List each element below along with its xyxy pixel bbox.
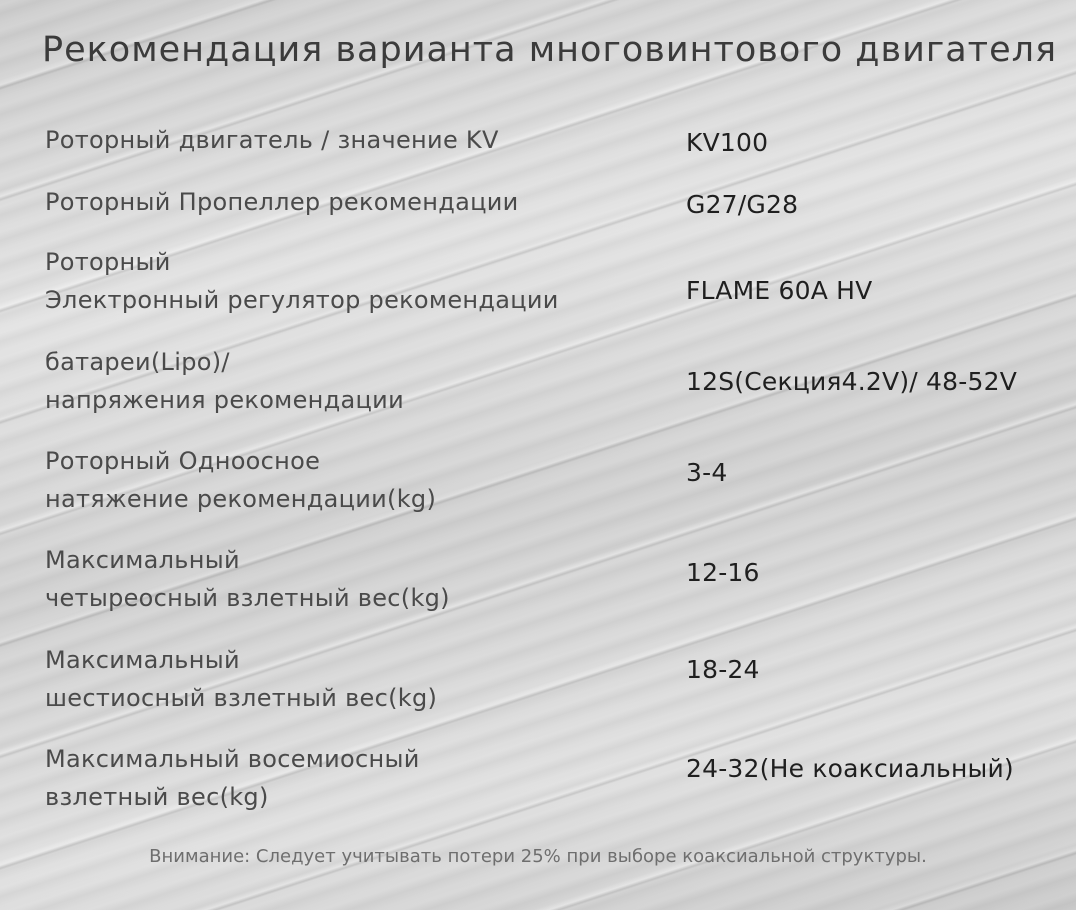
spec-value: 12S(Секция4.2V)/ 48-52V	[686, 367, 1018, 396]
spec-value: 12-16	[686, 558, 760, 587]
spec-label	[45, 541, 655, 617]
spec-value: 18-24	[686, 655, 760, 684]
spec-value: KV100	[686, 128, 769, 157]
spec-row-propeller	[0, 182, 1076, 222]
spec-row-kv	[0, 120, 1076, 160]
spec-label	[45, 442, 655, 518]
spec-label-line: напряжения рекомендации	[45, 386, 404, 414]
spec-value: 3-4	[686, 458, 728, 487]
page-title: Рекомендация варианта многовинтового двигателя	[42, 30, 1058, 70]
spec-value: 24-32(Не коаксиальный)	[686, 754, 1014, 783]
spec-row-esc	[0, 243, 1076, 321]
spec-label-line: Максимальный восемиосный	[45, 745, 420, 773]
spec-label-line: батареи(Lipo)/	[45, 348, 230, 376]
spec-label-line: Максимальный	[45, 546, 240, 574]
spec-label	[45, 183, 655, 221]
spec-row-thrust	[0, 442, 1076, 520]
spec-label	[45, 641, 655, 717]
spec-label-line: натяжение рекомендации(kg)	[45, 485, 437, 513]
spec-label	[45, 343, 655, 419]
spec-value: G27/G28	[686, 190, 799, 219]
spec-label-line: Роторный двигатель / значение KV	[45, 126, 499, 154]
spec-label-line: Роторный Пропеллер рекомендации	[45, 188, 519, 216]
spec-label	[45, 121, 655, 159]
spec-value: FLAME 60A HV	[686, 276, 873, 305]
spec-label-line: Максимальный	[45, 646, 240, 674]
spec-row-octo-weight	[0, 740, 1076, 818]
spec-label	[45, 740, 655, 816]
spec-label-line: Роторный	[45, 248, 171, 276]
coaxial-note: Внимание: Следует учитывать потери 25% при выборе коаксиальной структуры.	[149, 846, 927, 867]
spec-label	[45, 243, 655, 319]
spec-label-line: шестиосный взлетный вес(kg)	[45, 684, 438, 712]
spec-row-hexa-weight	[0, 641, 1076, 719]
spec-label-line: четыреосный взлетный вес(kg)	[45, 584, 450, 612]
spec-label-line: Электронный регулятор рекомендации	[45, 286, 559, 314]
spec-row-battery	[0, 343, 1076, 421]
spec-label-line: Роторный Одноосное	[45, 447, 321, 475]
spec-row-quad-weight	[0, 541, 1076, 619]
spec-label-line: взлетный вес(kg)	[45, 783, 269, 811]
